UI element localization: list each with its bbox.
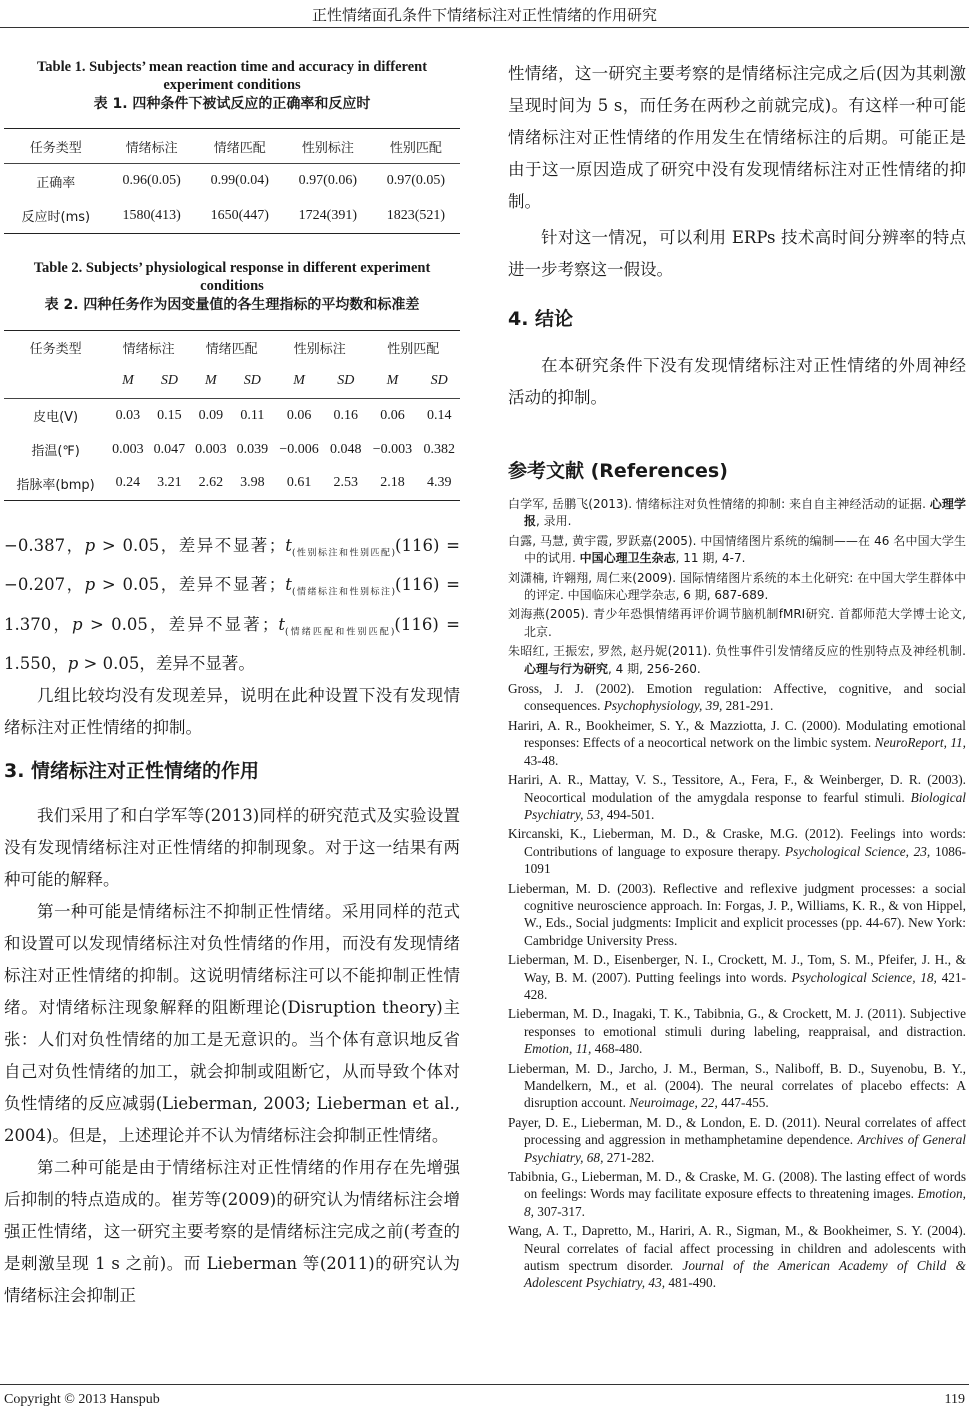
reference-text: 朱昭红, 王振宏, 罗然, 赵丹妮(2011). 负性事件引发情绪反应的性别特点及神经机制. [508, 644, 966, 659]
reference-text: 白学军, 岳鹏飞(2013). 情绪标注对负性情绪的抑制: 来自自主神经活动的证据. [508, 497, 930, 511]
table-subheader-cell: SD [232, 365, 273, 399]
reference-item [508, 1005, 966, 1057]
reference-journal: Neuroimage, 22, [629, 1095, 718, 1111]
table-cell: 1580(413) [122, 207, 181, 223]
reference-journal: Psychophysiology, 39, [603, 698, 723, 714]
reference-text: , 4 期, 256-260. [608, 661, 701, 676]
table-header-cell: 性别标注 [293, 342, 346, 358]
table1-caption-en: Table 1. Subjects’ mean reaction time and accuracy in different experiment conditions [36, 59, 428, 93]
table-cell: 4.39 [426, 475, 452, 491]
reference-item [508, 570, 966, 605]
reference-item [508, 1060, 966, 1112]
reference-text: 白露, 马慧, 黄宇霞, 罗跃嘉(2005). 中国情绪图片系统的编制——在 46 名中国大学生中的试用. [508, 533, 966, 566]
reference-text: 307-317. [533, 1203, 585, 1219]
reference-item [508, 717, 966, 769]
reference-text: 刘潇楠, 许翱翔, 周仁来(2009). 国际情绪图片系统的本土化研究: 在中国大学生群体中的评定. 中国临床心理学杂志, 6 期, 687-689. [508, 570, 966, 603]
reference-text: Payer, D. E., Lieberman, M. D., & London, E. D. (2011). Neural correlates of affect processing and aggression in methamphetamine dependence. [508, 1114, 966, 1148]
table-cell: 3.21 [157, 475, 182, 491]
reference-journal: Psychological Science, 23, [785, 843, 931, 859]
table-row [4, 199, 460, 234]
reference-journal: Archives of General Psychiatry, 68, [524, 1132, 966, 1165]
reference-journal: Journal of the American Academy of Child & Adolescent Psychiatry, 43, [524, 1258, 966, 1291]
table-cell: 2.62 [198, 475, 224, 491]
stat-subscript: (情绪标注和性别标注) [291, 587, 396, 598]
table-header-cell: 情绪匹配 [205, 342, 258, 358]
table-header-cell: 性别匹配 [372, 129, 460, 164]
stat-text: > 0.05，差异不显著。 [78, 653, 255, 673]
table-cell: 0.99(0.04) [210, 173, 269, 189]
stat-text: −0.207， [4, 575, 85, 595]
reference-text: 43-48. [524, 752, 559, 768]
table-header-cell: 任务类型 [29, 342, 82, 358]
paragraph: 第二种可能是由于情绪标注对正性情绪的作用存在先增强后抑制的特点造成的。崔芳等(2009)的研究认为情绪标注会增强正性情绪，这一研究主要考察的是情绪标注完成之前(考查的是刺激呈现 1 s 之前)。而 Lieberman 等(2011)的研究认为情绪标注会抑制正 [4, 1157, 460, 1305]
running-header: 正性情绪面孔条件下情绪标注对正性情绪的作用研究 [311, 6, 657, 24]
table-header-cell: 情绪标注 [108, 129, 196, 164]
paragraph-compare: 几组比较均没有发现差异，说明在此种设置下没有发现情绪标注对正性情绪的抑制。 [4, 685, 460, 737]
table-row [4, 164, 460, 199]
table-cell: 1823(521) [386, 207, 446, 223]
reference-list [508, 496, 966, 1294]
reference-journal: NeuroReport, 11, [874, 735, 966, 751]
table-cell: 1650(447) [210, 207, 269, 223]
table-cell: 0.24 [115, 475, 141, 491]
paragraph: 性情绪，这一研究主要考察的是情绪标注完成之后(因为其刺激呈现时间为 5 s，而任务在两秒之前就完成)。有这样一种可能情绪标注对正性情绪的作用发生在情绪标注的后期。可能正是由于这一原因造成了研究中没有发现情绪标注对正性情绪的抑制。 [508, 64, 966, 211]
table2-caption-en: Table 2. Subjects’ physiological response in different experiment conditions [33, 260, 431, 294]
table1 [4, 128, 460, 234]
paragraph: 我们采用了和白学军等(2013)同样的研究范式及实验设置没有发现情绪标注对正性情绪的抑制现象。对于这一结果有两种可能的解释。 [4, 805, 460, 889]
paragraph: 针对这一情况，可以利用 ERPs 技术高时间分辨率的特点进一步考察这一假设。 [508, 228, 966, 279]
table-cell: 3.98 [240, 475, 265, 491]
stat-subscript: (性别标注和性别匹配) [291, 548, 396, 559]
stat-line [4, 648, 460, 680]
table-subheader-row [4, 365, 460, 399]
right-body [508, 58, 966, 414]
reference-text: Hariri, A. R., Mattay, V. S., Tessitore, A., Fera, F., & Weinberger, D. R. (2003). Neocortical modulation of the amygdala response to fearful stimuli. [508, 772, 966, 805]
paragraph-conclusion: 在本研究条件下没有发现情绪标注对正性情绪的外周神经活动的抑制。 [508, 356, 966, 407]
reference-text: Kircanski, K., Lieberman, M. D., & Craske, M.G. (2012). Feelings into words: Contributions of language to exposure therapy. [508, 826, 966, 859]
reference-text: Lieberman, M. D., Inagaki, T. K., Tabibnia, G., & Crockett, M. J. (2011). Subjective responses to emotional stimuli during labeling, reappraisal, and distraction. [508, 1006, 966, 1039]
reference-item [508, 1168, 966, 1220]
table-row [4, 467, 460, 501]
table-cell: 0.382 [423, 441, 455, 457]
stat-text: > 0.05，差异不显著； [95, 575, 286, 595]
reference-text: 281-291. [722, 698, 774, 714]
table-cell: 指脉率(bmp) [16, 477, 95, 493]
paragraph: 第一种可能是情绪标注不抑制正性情绪。采用同样的范式和设置可以发现情绪标注对负性情绪的作用，而没有发现情绪标注对正性情绪的抑制。这说明情绪标注可以不能抑制正性情绪。对情绪标注现象解释的阻断理论(Disruption theory)主张：人们对负性情绪的加工是无意识的。当个体有意识地反省自己对负性情绪的加工，就会抑制或阻断它，从而导致个体对负性情绪的反应减弱(Lieberman, 2003; Lieberman et al., 2004)。但是，上述理论并不认为情绪标注会抑制正性情绪。 [4, 901, 460, 1145]
reference-text: Tabibnia, G., Lieberman, M. D., & Craske, M. G. (2008). The lasting effect of words on feelings: Words may facilitate exposure effects to threatening images. [508, 1169, 966, 1202]
table-cell: 正确率 [36, 175, 76, 191]
reference-text: 481-490. [665, 1275, 717, 1291]
table-subheader-cell: SD [149, 365, 190, 399]
section-4-heading: 4. 结论 [508, 308, 574, 330]
table1-caption-zh: 表 1. 四种条件下被试反应的正确率和反应时 [93, 96, 371, 112]
stat-text: p [84, 575, 96, 595]
reference-journal: Biological Psychiatry, 53, [524, 789, 966, 822]
table-header-cell: 任务类型 [4, 129, 108, 164]
table-header-cell: 情绪匹配 [196, 129, 284, 164]
table-cell: 0.06 [380, 407, 405, 423]
table1-caption [4, 58, 460, 114]
table-row [4, 399, 460, 433]
stat-line [4, 609, 460, 648]
reference-item [508, 533, 966, 568]
reference-text: Lieberman, M. D., Jarcho, J. M., Berman, S., Naliboff, B. D., Suyenobu, B. Y., Mandelkern, M., et al. (2004). The neural correlates of placebo effects: A disruption account. [508, 1060, 966, 1111]
table-cell: 0.16 [333, 407, 358, 423]
left-body [4, 530, 460, 1312]
reference-text: Lieberman, M. D., Eisenberger, N. I., Crockett, M. J., Tom, S. M., Pfeifer, J. H., & Way, B. M. (2007). Putting feelings into words. [508, 952, 966, 985]
reference-text: 刘海燕(2005). 青少年恐惧情绪再评价调节脑机制fMRI研究. 首都师范大学博士论文, 北京. [508, 607, 966, 639]
stat-text: > 0.05，差异不显著； [82, 614, 279, 634]
stat-text: 1.550， [4, 653, 68, 673]
table-cell: 反应时(ms) [21, 210, 91, 226]
table-cell: 皮电(V) [33, 410, 79, 426]
table-cell: 0.003 [195, 441, 227, 457]
reference-journal: Psychological Science, 18, [791, 969, 937, 985]
table2 [4, 330, 460, 501]
table-subheader-cell: M [190, 365, 231, 399]
table-row [4, 433, 460, 467]
stat-line [4, 569, 460, 608]
table2-caption-zh: 表 2. 四种任务作为因变量值的各生理指标的平均数和标准差 [44, 297, 420, 313]
stat-text: (116) = [395, 536, 460, 555]
stat-text: p [67, 653, 79, 673]
table-cell: 0.09 [198, 407, 224, 423]
reference-item [508, 1114, 966, 1166]
stat-text: −0.387， [4, 536, 85, 555]
stat-text: 1.370， [4, 614, 73, 634]
reference-text: Gross, J. J. (2002). Emotion regulation: Affective, cognitive, and social consequences. [508, 681, 966, 714]
table-cell: 0.11 [240, 407, 265, 423]
reference-item [508, 825, 966, 877]
table-cell: 0.61 [286, 475, 312, 491]
table-cell: 0.14 [426, 407, 452, 423]
table-header-row [4, 331, 460, 365]
stat-text: > 0.05，差异不显著； [95, 536, 286, 555]
stat-text: t [285, 536, 292, 555]
reference-text: 447-455. [717, 1095, 769, 1111]
table-subheader-cell: M [273, 365, 325, 399]
reference-journal: Emotion, 8, [524, 1186, 966, 1219]
reference-item [508, 496, 966, 531]
table-cell: 0.96(0.05) [122, 173, 181, 189]
reference-item [508, 606, 966, 641]
section-3-heading: 3. 情绪标注对正性情绪的作用 [4, 759, 260, 782]
table-cell: 0.048 [330, 441, 362, 457]
stat-text: t [278, 614, 285, 634]
table-subheader-cell: SD [325, 365, 366, 399]
table-subheader-cell: M [367, 365, 419, 399]
table-subheader-cell: M [107, 365, 148, 399]
reference-text: 468-480. [591, 1041, 643, 1057]
table-cell: −0.006 [279, 441, 319, 457]
stat-text: (116) = [394, 614, 460, 634]
page-number: 119 [944, 1392, 965, 1407]
stat-line [4, 530, 460, 569]
table-cell [4, 365, 107, 399]
stat-text: (116) = [395, 575, 460, 595]
reference-text: Hariri, A. R., Bookheimer, S. Y., & Mazziotta, J. C. (2000). Modulating emotional responses: Effects of a neocortical network on the limbic system. [508, 717, 966, 751]
reference-journal: 中国心理卫生杂志 [579, 551, 676, 566]
table2-caption [4, 259, 460, 315]
table-header-cell: 性别标注 [284, 129, 372, 164]
reference-text: 271-282. [603, 1149, 655, 1165]
table-cell: 0.97(0.06) [298, 173, 357, 189]
reference-journal: 心理与行为研究 [524, 661, 609, 676]
references-heading: 参考文献 (References) [508, 460, 728, 482]
reference-text: 1086-1091 [524, 843, 966, 877]
reference-text: , 11 期, 4-7. [675, 551, 746, 566]
reference-text: 421-428. [524, 969, 966, 1002]
stat-subscript: (情绪匹配和性别匹配) [285, 626, 395, 637]
reference-item [508, 1222, 966, 1292]
header-rule [0, 27, 969, 28]
table-cell: 0.003 [112, 441, 144, 457]
table-cell: 指温(℉) [31, 444, 80, 459]
stat-text: t [285, 575, 292, 595]
reference-item [508, 951, 966, 1003]
reference-journal: Emotion, 11, [524, 1041, 592, 1057]
table-header-cell: 性别匹配 [387, 342, 440, 358]
table-cell: −0.003 [372, 441, 413, 457]
table-cell: 2.53 [333, 475, 358, 491]
table-cell: 0.97(0.05) [386, 173, 446, 189]
table-cell: 0.039 [236, 441, 269, 457]
reference-text: , 录用. [536, 514, 572, 529]
table-cell: 2.18 [380, 475, 405, 491]
reference-item [508, 643, 966, 678]
table-cell: 0.15 [157, 407, 182, 423]
table-cell: 0.03 [115, 407, 141, 423]
reference-item [508, 771, 966, 823]
footer-rule [0, 1384, 969, 1385]
reference-text: 494-501. [603, 806, 655, 822]
table-cell: 0.047 [153, 441, 186, 457]
footer-copyright: Copyright © 2013 Hanspub [4, 1392, 160, 1407]
table-header-cell: 情绪标注 [122, 342, 175, 358]
reference-text: Lieberman, M. D. (2003). Reflective and reflexive judgment processes: a social cognitive neuroscience approach. In: Forgas, J. P., Williams, K. R., & von Hippel, W., Eds., Social judgments: Implicit and explicit processes (pp. 44-67). New York: Cambridge University Press. [508, 880, 966, 948]
stat-text: p [72, 614, 83, 634]
table-cell: 1724(391) [298, 207, 357, 223]
reference-item [508, 680, 966, 715]
reference-item [508, 880, 966, 950]
table-header-row [4, 129, 460, 164]
table-subheader-cell: SD [418, 365, 460, 399]
reference-journal: 心理学报 [524, 497, 966, 529]
reference-text: Wang, A. T., Dapretto, M., Hariri, A. R., Sigman, M., & Bookheimer, S. Y. (2004). Neural correlates of facial affect processing in children and adolescents with autism spectrum disorder. [508, 1223, 966, 1274]
stat-text: p [84, 536, 96, 555]
table-cell: 0.06 [286, 407, 312, 423]
